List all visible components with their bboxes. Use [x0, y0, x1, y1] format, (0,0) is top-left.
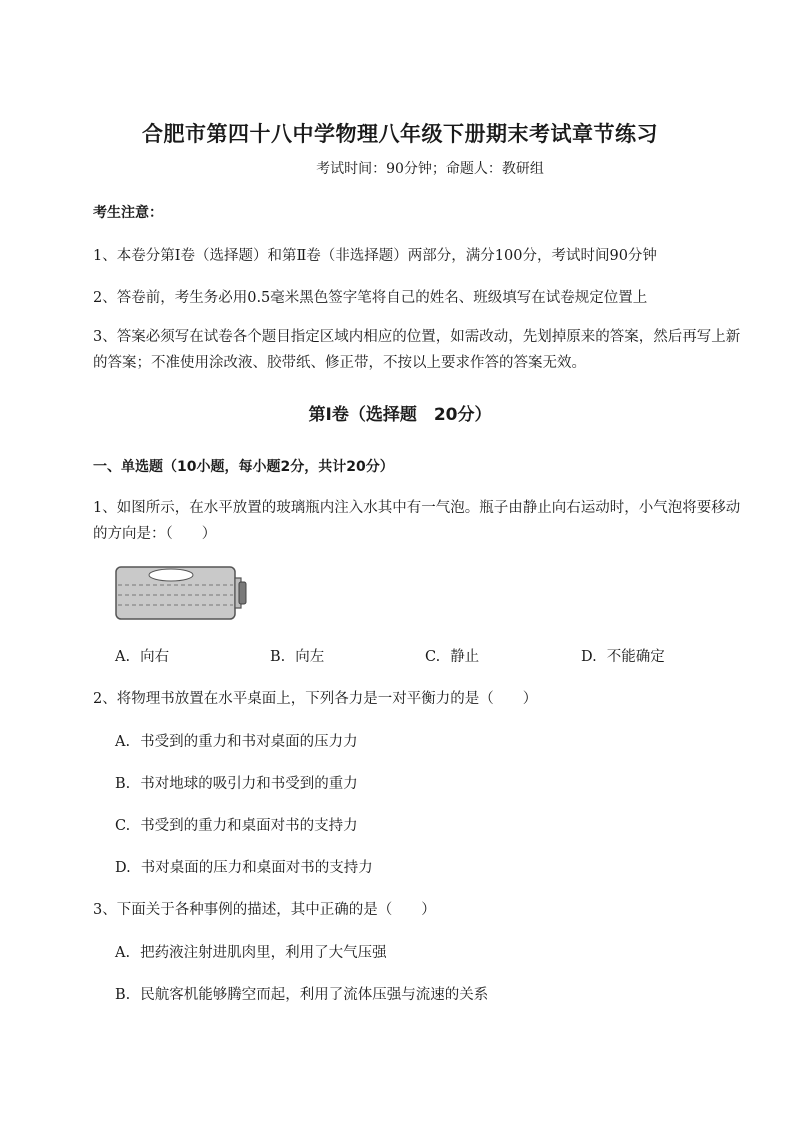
option-b[interactable]: B. 民航客机能够腾空而起，利用了流体压强与流速的关系: [115, 987, 489, 1003]
section-title: 第Ⅰ卷（选择题 20分）: [308, 405, 492, 425]
option-b[interactable]: B. 书对地球的吸引力和书受到的重力: [115, 776, 358, 792]
notice-item: 2、答卷前，考生务必用0.5毫米黑色签字笔将自己的姓名、班级填写在试卷规定位置上: [93, 290, 648, 306]
option-a[interactable]: A. 向右: [115, 649, 170, 665]
option-a[interactable]: A. 把药液注射进肌肉里，利用了大气压强: [115, 945, 387, 961]
question-stem: 1、如图所示，在水平放置的玻璃瓶内注入水其中有一气泡。瓶子由静止向右运动时，小气泡将要移动的方向是：（ ）: [93, 500, 741, 542]
question-stem: 3、下面关于各种事例的描述，其中正确的是（ ）: [93, 902, 436, 918]
option-c[interactable]: C. 书受到的重力和桌面对书的支持力: [115, 818, 358, 834]
notice-heading: 考生注意：: [93, 205, 163, 221]
option-c[interactable]: C. 静止: [425, 649, 480, 665]
option-b[interactable]: B. 向左: [270, 649, 325, 665]
question-stem: 2、将物理书放置在水平桌面上，下列各力是一对平衡力的是（ ）: [93, 691, 538, 707]
option-d[interactable]: D. 书对桌面的压力和桌面对书的支持力: [115, 860, 373, 876]
notice-item: 1、本卷分第Ⅰ卷（选择题）和第Ⅱ卷（非选择题）两部分，满分100分，考试时间90分钟: [93, 248, 657, 264]
notice-item: 3、答案必须写在试卷各个题目指定区域内相应的位置，如需改动，先划掉原来的答案，然后再写上新的答案；不准使用涂改液、胶带纸、修正带，不按以上要求作答的答案无效。: [93, 329, 741, 371]
question-group-heading: 一、单选题（10小题，每小题2分，共计20分）: [93, 459, 394, 475]
option-d[interactable]: D. 不能确定: [581, 649, 665, 665]
exam-info: 考试时间：90分钟；命题人：教研组: [316, 161, 544, 177]
page-title: 合肥市第四十八中学物理八年级下册期末考试章节练习: [142, 122, 658, 146]
glass-bottle-figure: [115, 566, 250, 626]
option-a[interactable]: A. 书受到的重力和书对桌面的压力力: [115, 734, 358, 750]
